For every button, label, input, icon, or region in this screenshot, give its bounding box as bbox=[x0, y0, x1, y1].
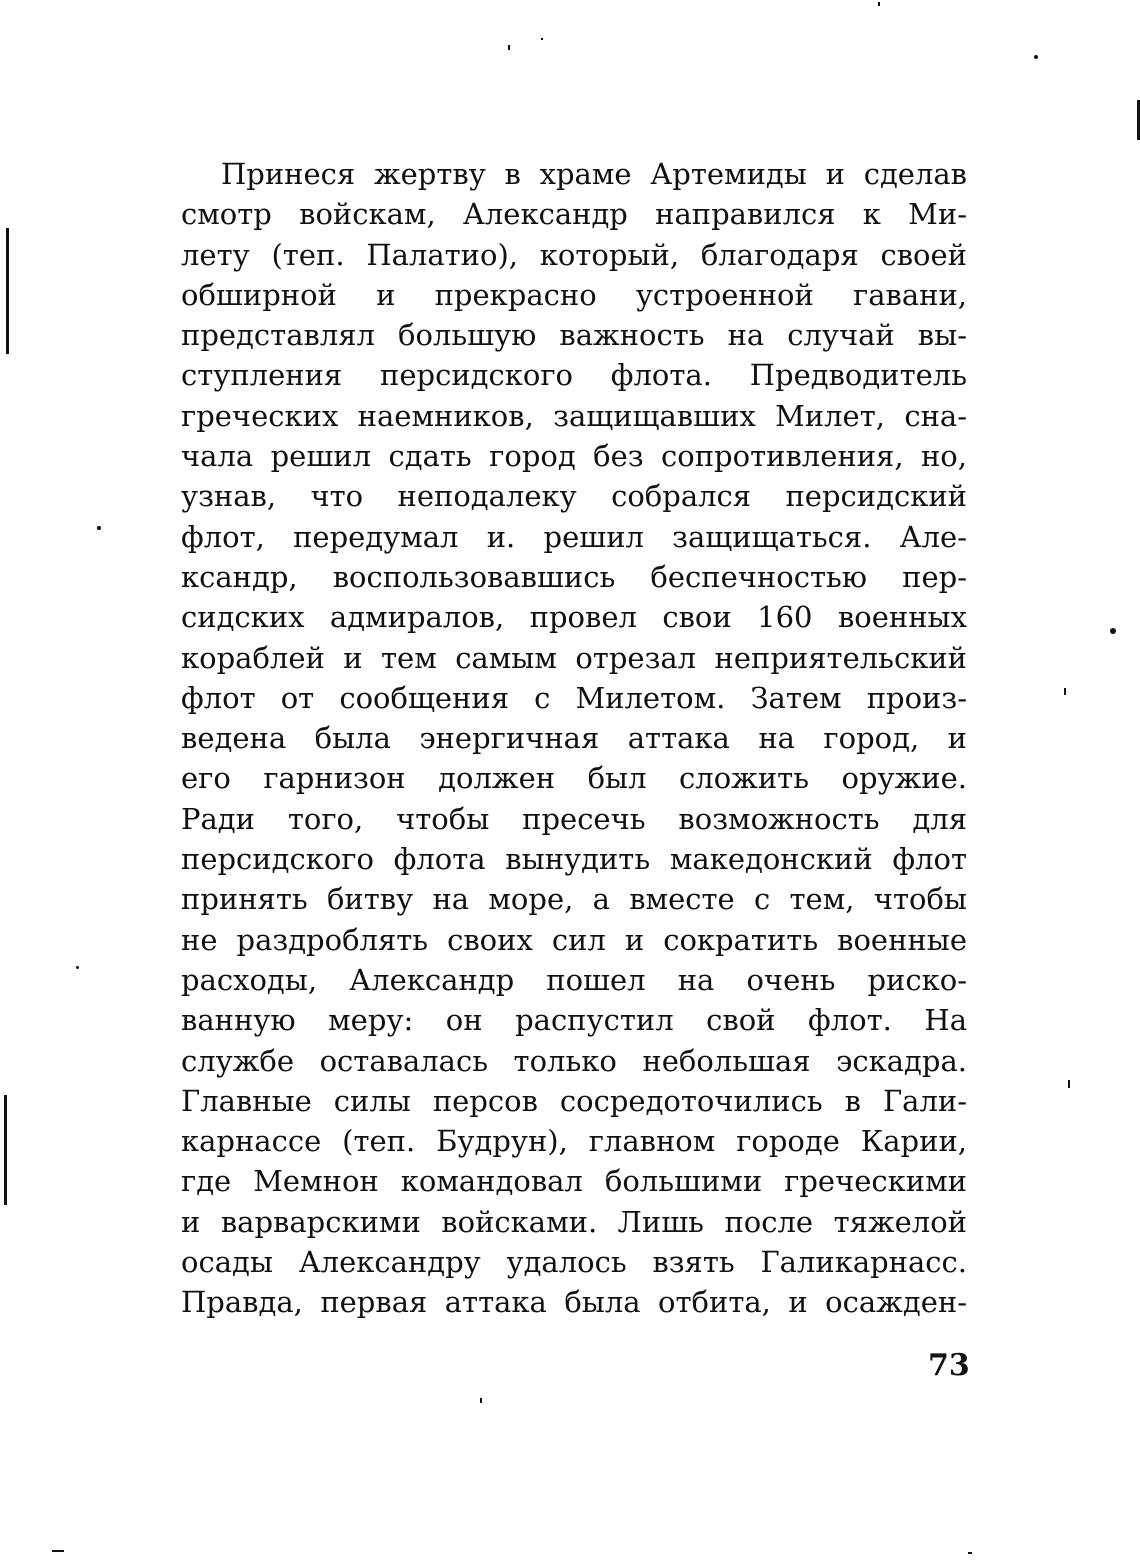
text-line: карнассе (теп. Будрун), главном городе Карии, bbox=[181, 1124, 967, 1159]
text-line: чала решил сдать город без сопротивления, но, bbox=[181, 439, 967, 474]
text-line: Ради того, чтобы пресечь возможность для bbox=[181, 801, 967, 836]
text-line: ступления персидского флота. Предводитель bbox=[181, 358, 967, 393]
text-line: узнав, что неподалеку собрался персидский bbox=[181, 479, 967, 514]
text-line: представлял большую важность на случай вы- bbox=[181, 318, 967, 353]
text-line: и варварскими войсками. Лишь после тяжелой bbox=[181, 1204, 967, 1239]
scan-speck bbox=[52, 1550, 64, 1552]
text-line: обширной и прекрасно устроенной гавани, bbox=[181, 277, 967, 312]
text-line: греческих наемников, защищавших Милет, сна- bbox=[181, 398, 967, 433]
text-line: ванную меру: он распустил свой флот. На bbox=[181, 1003, 967, 1038]
text-line: флот от сообщения с Милетом. Затем произ- bbox=[181, 680, 967, 715]
text-line: Главные силы персов сосредоточились в Гали- bbox=[181, 1083, 967, 1118]
text-line: принять битву на море, а вместе с тем, чтобы bbox=[181, 882, 967, 917]
scan-speck bbox=[1064, 688, 1066, 695]
text-line: Правда, первая аттака была отбита, и осажден- bbox=[181, 1285, 967, 1320]
page-number: 73 bbox=[928, 1348, 970, 1383]
text-line: смотр войскам, Александр направился к Ми- bbox=[181, 197, 967, 232]
scan-speck bbox=[968, 1552, 972, 1554]
text-line: кораблей и тем самым отрезал неприятельский bbox=[181, 640, 967, 675]
text-line: персидского флота вынудить македонский флот bbox=[181, 842, 967, 877]
scan-speck bbox=[1068, 1080, 1070, 1088]
scan-speck bbox=[480, 1398, 482, 1403]
text-line: сидских адмиралов, провел свои 160 военных bbox=[181, 600, 967, 635]
scan-speck bbox=[541, 38, 543, 40]
text-line: осады Александру удалось взять Галикарнасс. bbox=[181, 1245, 967, 1280]
text-line: не раздроблять своих сил и сократить военные bbox=[181, 922, 967, 957]
scan-speck bbox=[97, 526, 101, 530]
scan-speck bbox=[76, 966, 79, 969]
scan-mark bbox=[6, 228, 9, 354]
text-line: его гарнизон должен был сложить оружие. bbox=[181, 761, 967, 796]
text-line: расходы, Александр пошел на очень риско- bbox=[181, 962, 967, 997]
scan-speck bbox=[1034, 55, 1038, 59]
text-line: ксандр, воспользовавшись беспечностью пер- bbox=[181, 559, 967, 594]
text-line: лету (теп. Палатио), который, благодаря своей bbox=[181, 237, 967, 272]
text-line: Принеся жертву в храме Артемиды и сделав bbox=[221, 157, 967, 191]
text-line: службе оставалась только небольшая эскадра. bbox=[181, 1043, 967, 1078]
scan-speck bbox=[1110, 628, 1116, 634]
scan-speck bbox=[878, 2, 880, 6]
text-line: ведена была энергичная аттака на город, и bbox=[181, 721, 967, 756]
scan-speck bbox=[508, 45, 510, 50]
text-line: где Мемнон командовал большими греческими bbox=[181, 1164, 967, 1199]
text-line: флот, передумал и. решил защищаться. Але- bbox=[181, 519, 967, 554]
scan-mark bbox=[4, 1095, 7, 1205]
body-text bbox=[181, 154, 967, 1323]
